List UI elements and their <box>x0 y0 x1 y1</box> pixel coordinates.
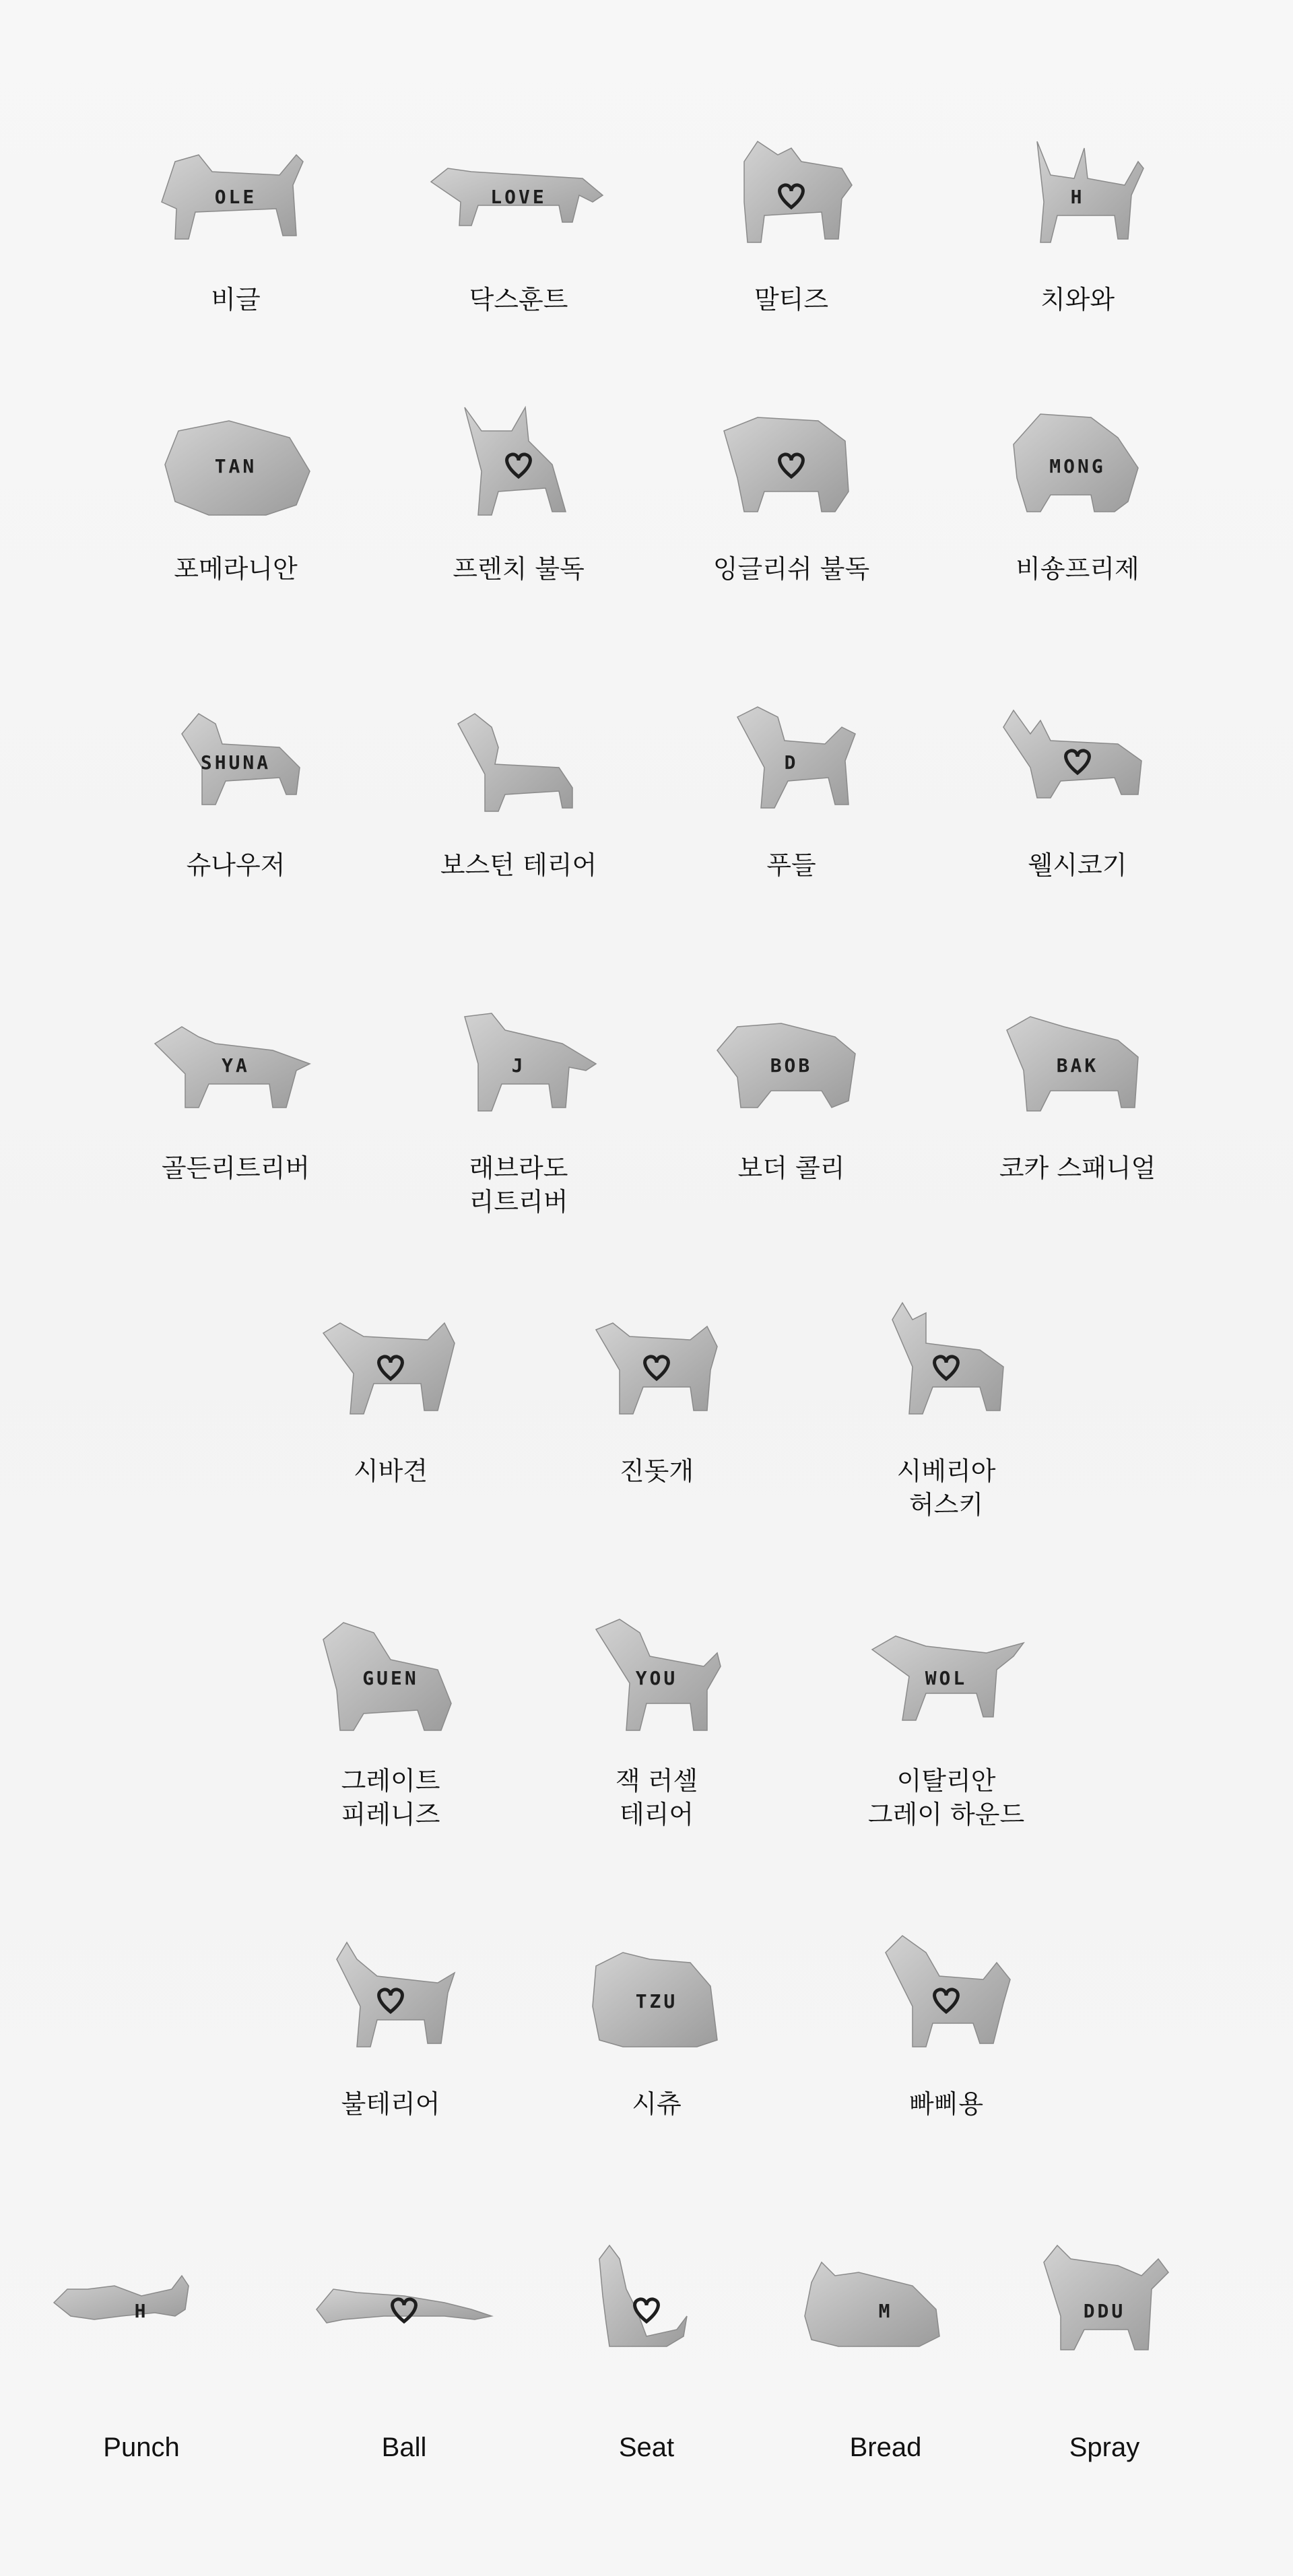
pin-silhouette <box>1003 710 1141 798</box>
breed-label: 시츄 <box>632 2089 682 2119</box>
cat-silhouette-pin <box>1003 2222 1205 2397</box>
breed-label: 불테리어 <box>341 2089 440 2119</box>
dog-silhouette-pin <box>690 673 892 848</box>
dog-silhouette-pin <box>556 1279 758 1454</box>
engraving-text: TZU <box>635 1990 678 2012</box>
breed-label: 웰시코기 <box>1028 850 1127 880</box>
dog-silhouette-pin <box>845 1589 1047 1764</box>
pin-silhouette <box>744 141 852 242</box>
dog-silhouette-pin <box>135 673 337 848</box>
breed-label: 포메라니안 <box>174 554 298 584</box>
engraving-text: LOVE <box>490 186 547 208</box>
engraving-text: H <box>134 2300 149 2322</box>
dog-pin-item <box>663 377 919 673</box>
cat-silhouette-pin <box>40 2222 242 2397</box>
breed-label: 말티즈 <box>754 285 829 314</box>
cat-silhouette-pin <box>303 2222 505 2397</box>
engraving-text: OLE <box>214 186 257 208</box>
cat-pin-item <box>13 2222 269 2518</box>
dog-silhouette-pin <box>418 976 620 1151</box>
breed-label: 잭 러셀 테리어 <box>615 1766 698 1829</box>
dog-pin-item <box>391 108 646 404</box>
dog-pin-item <box>108 976 364 1273</box>
pin-silhouette <box>337 1942 455 2047</box>
pin-silhouette <box>54 2276 189 2319</box>
dog-silhouette-pin <box>690 976 892 1151</box>
dog-pin-item <box>108 673 364 970</box>
pin-silhouette <box>599 2245 687 2346</box>
breed-label: 시베리아 허스키 <box>896 1456 996 1520</box>
dog-pin-item <box>950 377 1205 673</box>
dog-silhouette-pin <box>290 1279 492 1454</box>
dog-silhouette-pin <box>135 108 337 283</box>
dog-silhouette-pin <box>135 976 337 1151</box>
dog-pin-item <box>950 673 1205 970</box>
engraving-text: MONG <box>1049 455 1106 477</box>
cat-pin-item <box>758 2222 1014 2518</box>
breed-label: 이탈리안 그레이 하운드 <box>867 1766 1025 1829</box>
dog-pin-item <box>391 377 646 673</box>
dog-pin-item <box>263 1589 519 1885</box>
dog-pin-item <box>818 1589 1074 1885</box>
engraving-text: WOL <box>925 1667 968 1689</box>
dog-pin-item <box>663 108 919 404</box>
pin-silhouette <box>1037 141 1143 242</box>
engraving-text: TAN <box>214 455 257 477</box>
pin-silhouette <box>724 417 849 512</box>
dog-silhouette-pin <box>976 377 1179 552</box>
dog-pin-item <box>818 1912 1074 2208</box>
dog-pin-item <box>663 673 919 970</box>
breed-label: 빠삐용 <box>908 2089 984 2119</box>
dog-pin-item <box>391 976 646 1273</box>
dog-pin-item <box>391 673 646 970</box>
breed-label: 보더 콜리 <box>737 1153 845 1183</box>
breed-label: Spray <box>1069 2433 1140 2462</box>
engraving-text: H <box>1070 186 1085 208</box>
dog-silhouette-pin <box>976 108 1179 283</box>
dog-silhouette-pin <box>556 1589 758 1764</box>
breed-label: 잉글리쉬 불독 <box>712 554 870 584</box>
dog-pin-item <box>950 108 1205 404</box>
breed-label: Punch <box>103 2433 180 2462</box>
cat-pin-item <box>519 2222 774 2518</box>
dog-silhouette-pin <box>418 673 620 848</box>
dog-pin-item <box>818 1279 1074 1575</box>
dog-silhouette-pin <box>690 377 892 552</box>
cat-pin-item <box>276 2222 532 2518</box>
breed-label: 슈나우저 <box>186 850 286 880</box>
dog-pin-item <box>108 377 364 673</box>
dog-pin-item <box>529 1912 785 2208</box>
engraving-text: GUEN <box>362 1667 419 1689</box>
dog-silhouette-pin <box>290 1912 492 2087</box>
dog-pin-item <box>950 976 1205 1273</box>
cat-silhouette-pin <box>785 2222 987 2397</box>
pin-silhouette <box>317 2289 492 2323</box>
dog-silhouette-pin <box>418 377 620 552</box>
engraving-text: YOU <box>635 1667 678 1689</box>
dog-pin-item <box>663 976 919 1273</box>
dog-silhouette-pin <box>976 673 1179 848</box>
dog-silhouette-pin <box>976 976 1179 1151</box>
breed-label: 치와와 <box>1040 285 1115 314</box>
dog-silhouette-pin <box>845 1279 1047 1454</box>
dog-silhouette-pin <box>556 1912 758 2087</box>
breed-label: 래브라도 리트리버 <box>469 1153 568 1217</box>
pin-silhouette <box>465 1013 596 1111</box>
breed-label: 비숑프리제 <box>1016 554 1139 584</box>
engraving-text: YA <box>222 1054 250 1077</box>
breed-label: Seat <box>618 2433 675 2462</box>
dog-silhouette-pin <box>135 377 337 552</box>
pin-silhouette <box>465 407 566 515</box>
dog-silhouette-pin <box>418 108 620 283</box>
dog-pin-item <box>263 1279 519 1575</box>
breed-label: 코카 스패니얼 <box>999 1153 1156 1183</box>
breed-label: 시바견 <box>353 1456 428 1486</box>
breed-label: 그레이트 피레니즈 <box>341 1766 440 1829</box>
engraving-text: J <box>511 1054 526 1077</box>
breed-label: Bread <box>849 2433 922 2462</box>
breed-label: 푸들 <box>766 850 816 880</box>
engraving-text: DDU <box>1083 2300 1126 2322</box>
dog-pin-item <box>108 108 364 404</box>
pin-silhouette <box>1044 2245 1168 2350</box>
cat-pin-item <box>976 2222 1232 2518</box>
pin-silhouette <box>323 1323 455 1414</box>
pin-silhouette <box>596 1323 717 1414</box>
engraving-text: BOB <box>770 1054 813 1077</box>
engraving-text: M <box>878 2300 893 2322</box>
dog-silhouette-pin <box>845 1912 1047 2087</box>
pin-silhouette <box>805 2262 939 2346</box>
dog-silhouette-pin <box>690 108 892 283</box>
pin-silhouette <box>458 714 572 811</box>
breed-label: 골든리트리버 <box>161 1153 310 1183</box>
breed-label: 닥스훈트 <box>469 285 568 314</box>
breed-label: 보스턴 테리어 <box>440 850 597 880</box>
cat-silhouette-pin <box>545 2222 748 2397</box>
breed-label: 프렌치 불독 <box>453 554 585 584</box>
dog-pin-item <box>263 1912 519 2208</box>
engraving-text: BAK <box>1056 1054 1099 1077</box>
engraving-text: D <box>784 751 799 774</box>
dog-pin-item <box>529 1279 785 1575</box>
dog-silhouette-pin <box>290 1589 492 1764</box>
breed-label: 비글 <box>211 285 261 314</box>
breed-label: Ball <box>381 2433 427 2462</box>
engraving-text: SHUNA <box>200 751 271 774</box>
breed-label: 진돗개 <box>619 1456 694 1486</box>
dog-pin-item <box>529 1589 785 1885</box>
